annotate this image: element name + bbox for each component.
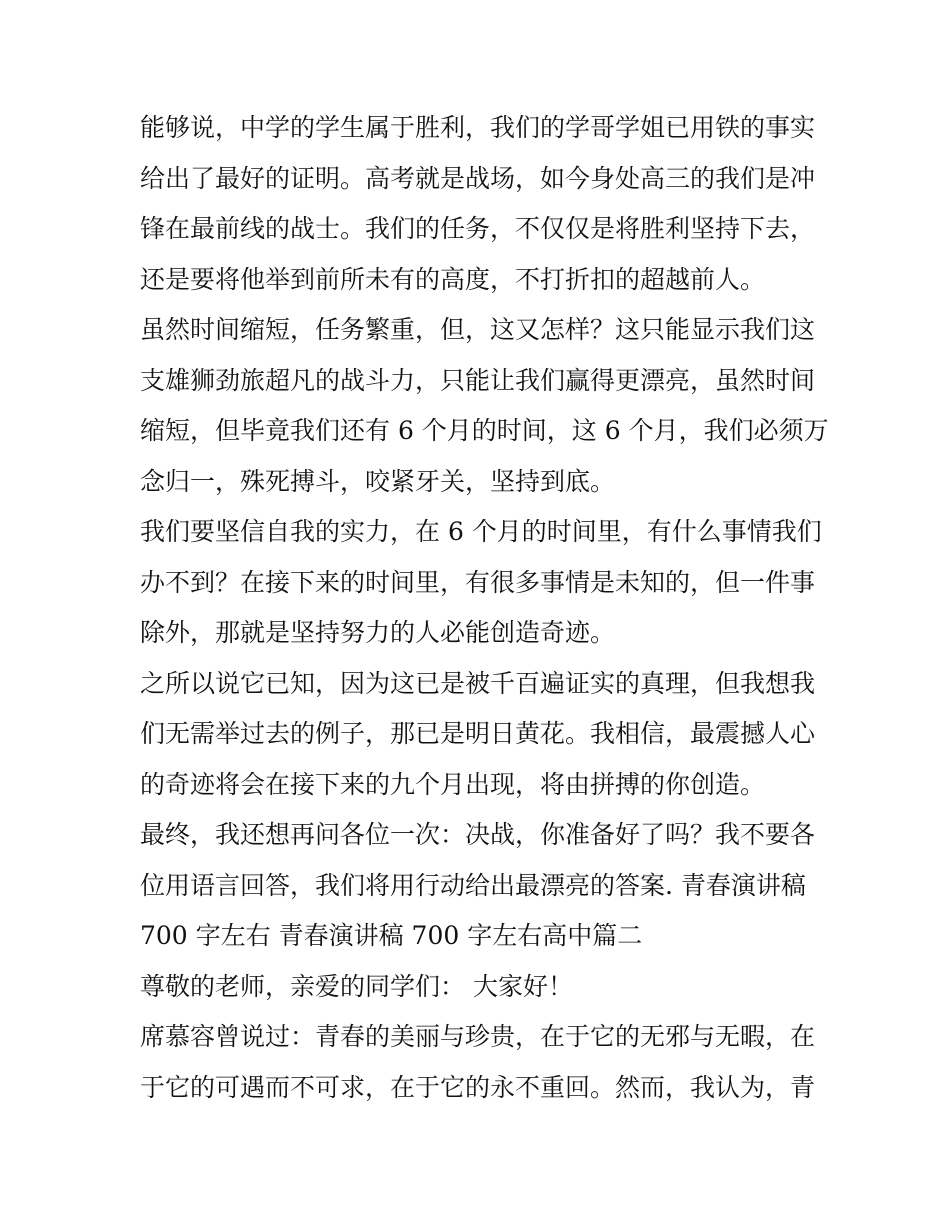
text-line: 办不到？在接下来的时间里，有很多事情是未知的，但一件事 [140,567,816,597]
text-line: 给出了最好的证明。高考就是战场，如今身处高三的我们是冲 [140,163,816,193]
text-line: 缩短，但毕竟我们还有 6 个月的时间，这 6 个月，我们必须万 [140,416,829,445]
text-line: 席慕容曾说过：青春的美丽与珍贵，在于它的无邪与无暇，在 [140,1022,816,1051]
text-line: 支雄狮劲旅超凡的战斗力，只能让我们赢得更漂亮，虽然时间 [140,365,816,395]
text-line: 能够说，中学的学生属于胜利，我们的学哥学姐已用铁的事实 [140,113,816,142]
text-line: 还是要将他举到前所未有的高度，不打折扣的超越前人。 [140,264,766,294]
text-line: 于它的可遇而不可求，在于它的永不重回。然而，我认为，青 [140,1072,816,1102]
text-line: 位用语言回答，我们将用行动给出最漂亮的答案. 青春演讲稿 [140,870,806,900]
text-line: 700 字左右 青春演讲稿 700 字左右高中篇二 [140,921,643,950]
text-line: 除外，那就是坚持努力的人必能创造奇迹。 [140,618,616,647]
text-line: 之所以说它已知，因为这已是被千百遍证实的真理，但我想我 [140,668,816,698]
document-text-body [140,103,829,1113]
text-line: 我们要坚信自我的实力，在 6 个月的时间里，有什么事情我们 [140,517,822,546]
text-line: 念归一，殊死搏斗，咬紧牙关，坚持到底。 [140,466,616,496]
text-line: 尊敬的老师，亲爱的同学们： 大家好！ [140,971,573,1001]
text-line: 最终，我还想再问各位一次：决战，你准备好了吗？我不要各 [140,820,816,849]
text-line: 们无需举过去的例子，那已是明日黄花。我相信，最震撼人心 [140,719,816,748]
text-line: 锋在最前线的战士。我们的任务，不仅仅是将胜利坚持下去， [140,214,816,243]
text-line: 的奇迹将会在接下来的九个月出现，将由拼搏的你创造。 [140,769,766,799]
text-line: 虽然时间缩短，任务繁重，但，这又怎样？这只能显示我们这 [140,315,816,344]
